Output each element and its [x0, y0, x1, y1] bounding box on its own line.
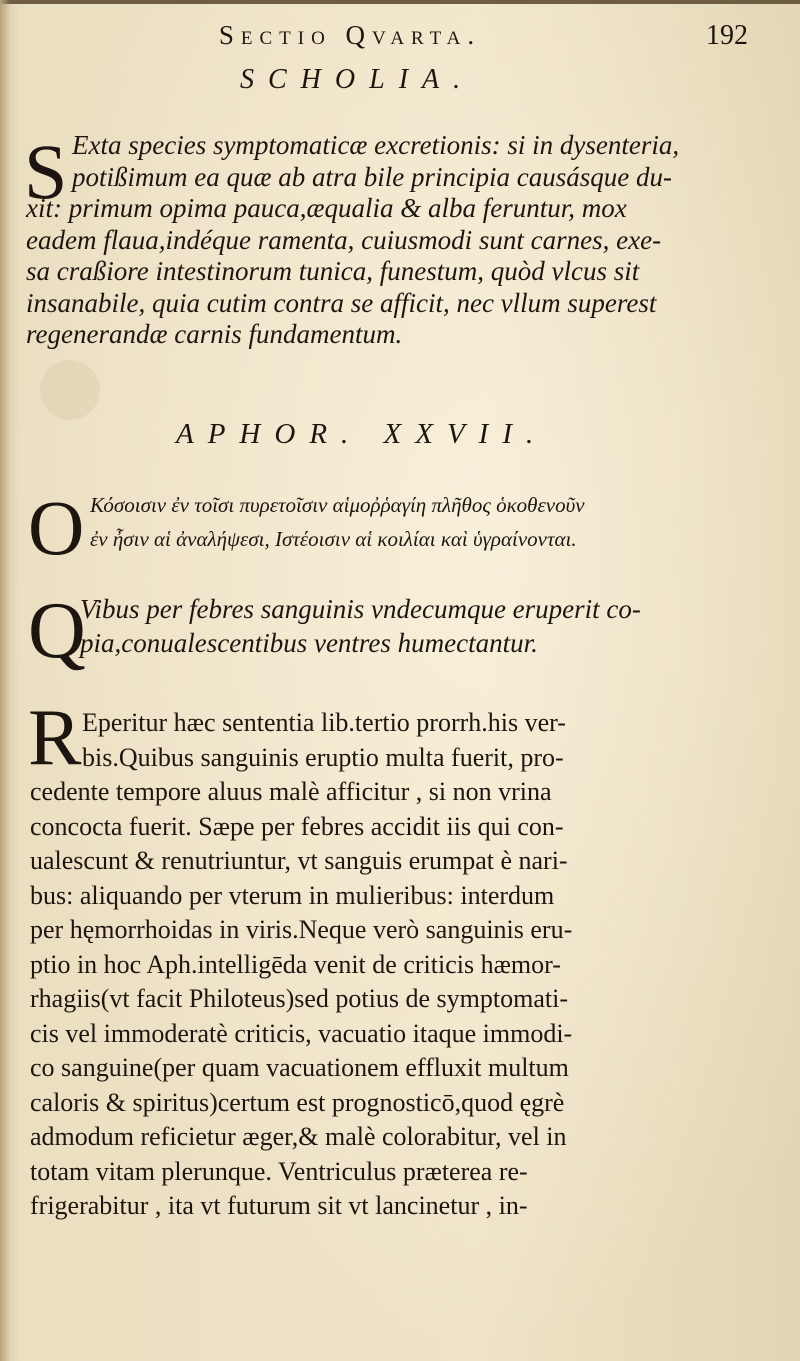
- scholia-paragraph: [26, 130, 716, 351]
- text-line: Exta species symptomaticæ excretionis: si in dysenteria,: [72, 130, 680, 160]
- commentary-paragraph: [28, 694, 720, 1224]
- text-line: co sanguine(per quam vacuationem effluxit multum: [30, 1053, 569, 1082]
- text-line: frigerabitur , ita vt futurum sit vt lancinetur , in-: [30, 1191, 528, 1220]
- text-line: admodum reficietur æger,& malè colorabitur, vel in: [30, 1122, 567, 1151]
- dropcap-r: R: [28, 694, 82, 782]
- greek-line: Κόσοισιν ἐν τοῖσι πυρετοῖσιν αἱμοῤῥαγίη πλῆθος ὁκοθενοῦν: [90, 493, 585, 517]
- text-line: regenerandæ carnis fundamentum.: [26, 319, 403, 349]
- greek-aphorism: [28, 488, 748, 556]
- aphorism-heading: APHOR. XXVII.: [176, 418, 548, 450]
- text-line: cis vel immoderatè criticis, vacuatio itaque immodi-: [30, 1018, 573, 1048]
- text-line: totam vitam plerunque. Ventriculus præterea re-: [30, 1156, 528, 1186]
- text-line: xit: primum opima pauca,æqualia & alba feruntur, mox: [26, 193, 627, 223]
- greek-line: ἐν ἦσιν αἱ ἀναλήψεσι, Ιστέοισιν αἱ κοιλίαι καὶ ὑγραίνονται.: [90, 527, 577, 551]
- text-line: ualescunt & renutriuntur, vt sanguis erumpat è nari-: [30, 846, 568, 875]
- text-line: potißimum ea quæ ab atra bile principia causásque du-: [72, 161, 672, 192]
- text-line: rhagiis(vt facit Philoteus)sed potius de symptomati-: [30, 984, 568, 1013]
- text-line: cedente tempore aluus malè afficitur , si non vrina: [30, 777, 552, 806]
- text-line: sa craßiore intestinorum tunica, funestum, quòd vlcus sit: [26, 256, 640, 286]
- latin-aphorism: [28, 592, 748, 660]
- text-line: insanabile, quia cutim contra se afficit, nec vllum superest: [26, 287, 657, 318]
- text-line: ptio in hoc Aph.intelligēda venit de criticis hæmor-: [30, 949, 561, 979]
- text-line: per hęmorrhoidas in viris.Neque verò sanguinis eru-: [30, 915, 573, 944]
- page-number: 192: [706, 20, 748, 51]
- page-gutter-shadow: [0, 0, 10, 1361]
- text-line: bus: aliquando per vterum in mulieribus: interdum: [30, 880, 555, 910]
- section-title-scholia: SCHOLIA.: [240, 64, 475, 95]
- text-line: eadem flaua,indéque ramenta, cuiusmodi sunt carnes, exe-: [26, 224, 662, 255]
- text-line: Eperitur hæc sententia lib.tertio prorrh.his ver-: [82, 708, 566, 737]
- text-line: Vibus per febres sanguinis vndecumque eruperit co-: [80, 594, 641, 624]
- dropcap-q: Q: [28, 587, 86, 675]
- paper-stain: [40, 360, 100, 420]
- text-line: caloris & spiritus)certum est prognosticō,quod ęgrè: [30, 1087, 565, 1117]
- text-line: bis.Quibus sanguinis eruptio multa fuerit, pro-: [82, 742, 564, 772]
- page-top-edge: [0, 0, 800, 4]
- dropcap-s: S: [24, 128, 68, 215]
- dropcap-o: O: [28, 484, 85, 571]
- text-line: concocta fuerit. Sæpe per febres accidit iis qui con-: [30, 811, 564, 841]
- text-line: pia,conualescentibus ventres humectantur.: [80, 628, 538, 658]
- running-head: Sectio Qvarta.: [218, 20, 482, 50]
